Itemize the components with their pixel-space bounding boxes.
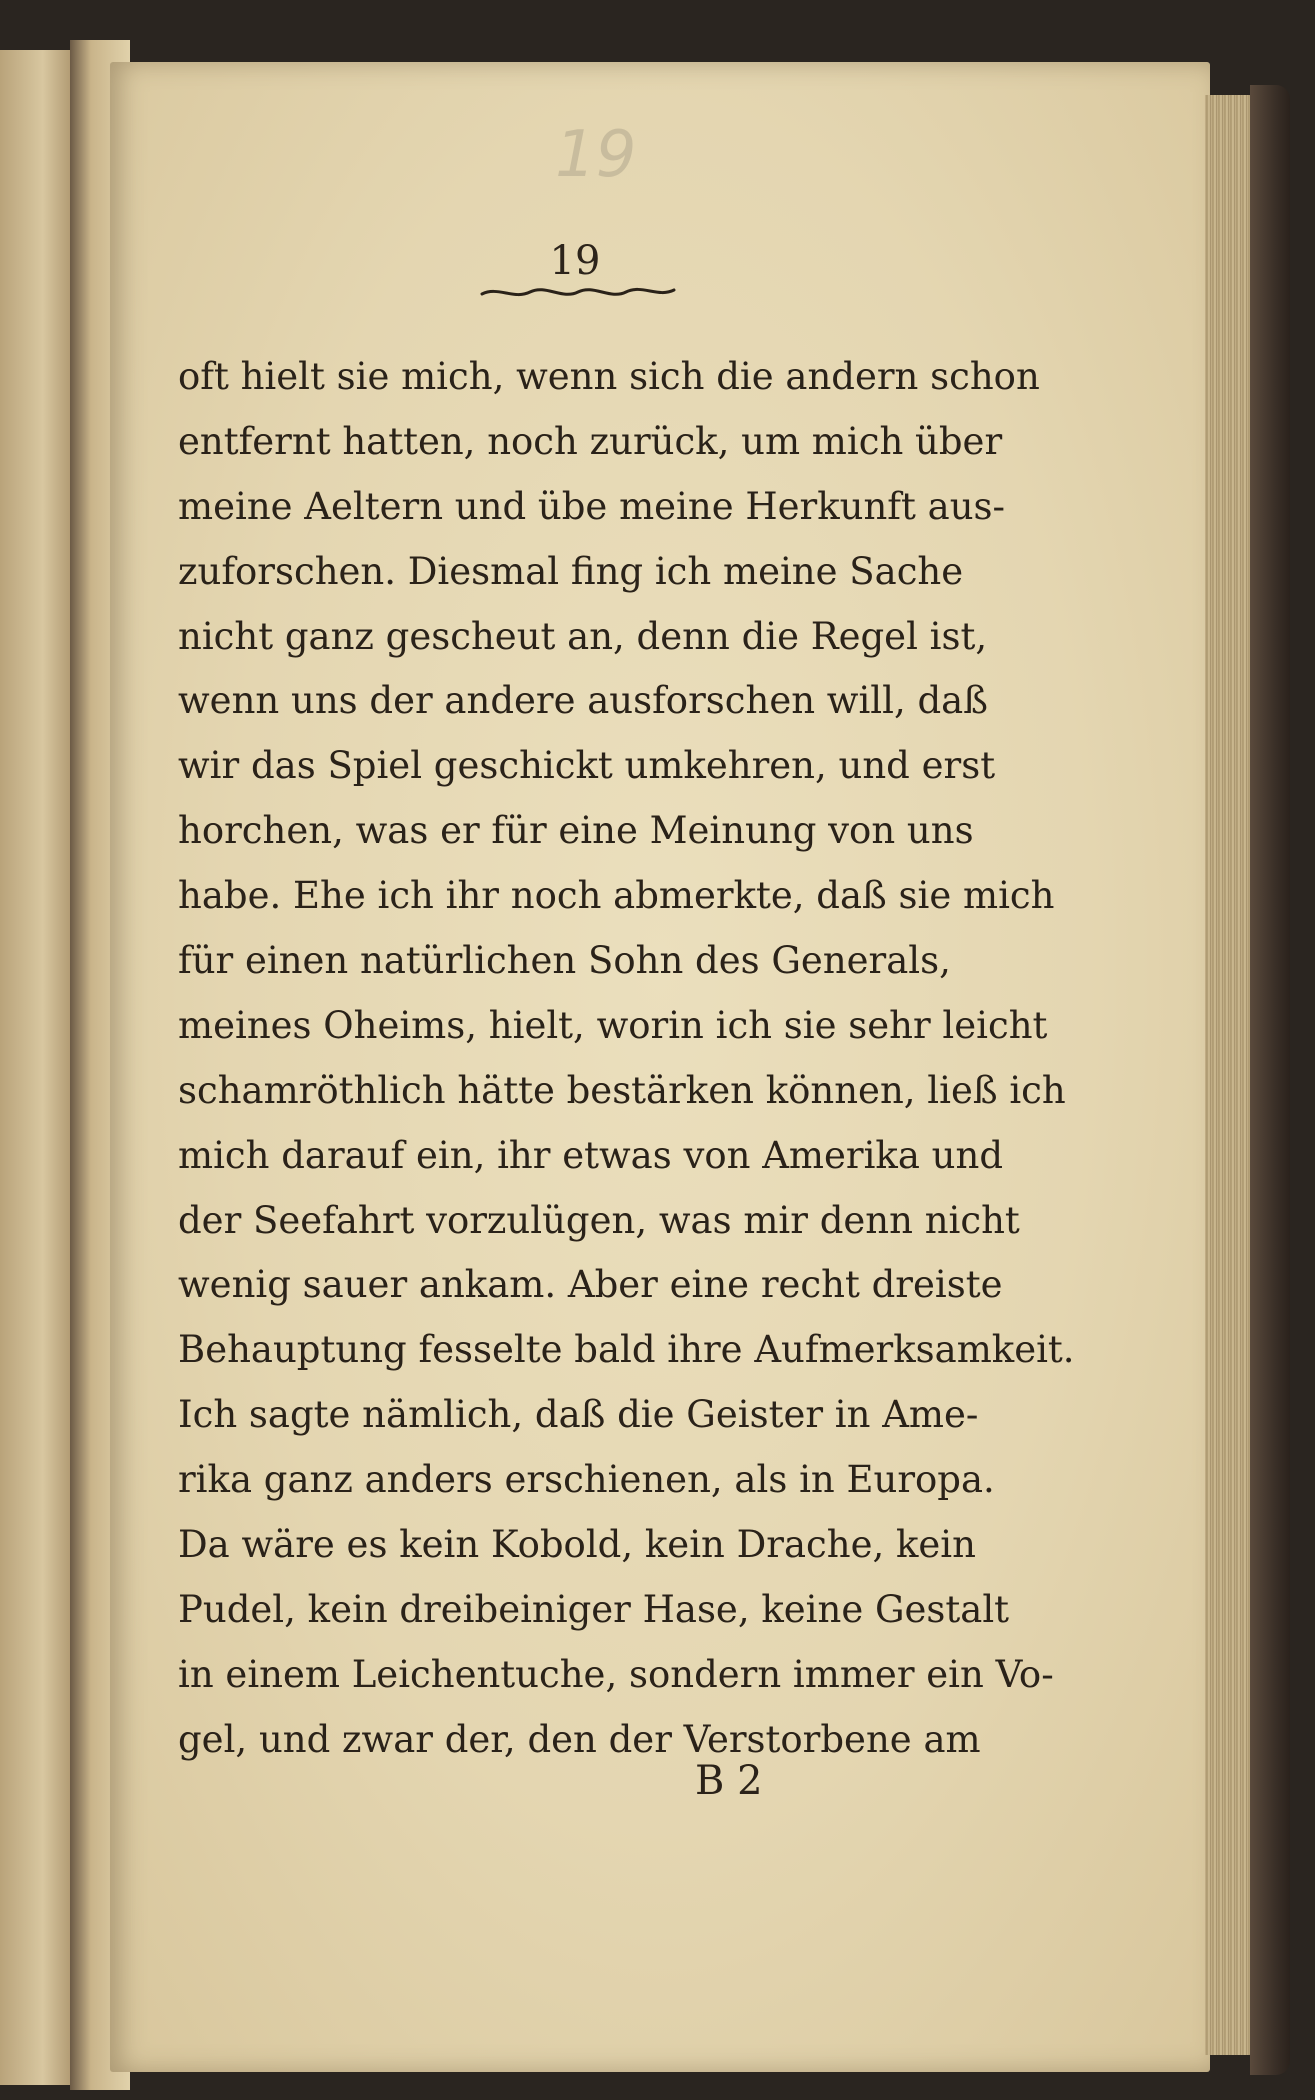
page-edges [1205, 95, 1255, 2055]
text-line: wenig sauer ankam. Aber eine recht dreiste [178, 1263, 1003, 1307]
text-line: habe. Ehe ich ihr noch abmerkte, daß sie mich [178, 874, 1055, 918]
text-line: Da wäre es kein Kobold, kein Drache, kein [178, 1523, 976, 1567]
text-line: meines Oheims, hielt, worin ich sie sehr leicht [178, 1003, 1048, 1047]
text-line: horchen, was er für eine Meinung von uns [178, 809, 974, 853]
text-line: schamröthlich hätte bestärken können, ließ ich [178, 1068, 1066, 1112]
book-cover-edge [1250, 85, 1290, 2075]
text-line: wir das Spiel geschickt umkehren, und erst [178, 744, 996, 788]
pencil-page-mark: 19 [555, 118, 637, 192]
page-number: 19 [549, 238, 601, 284]
text-line: Ich sagte nämlich, daß die Geister in Ame- [178, 1393, 979, 1437]
text-line: gel, und zwar der, den der Verstorbene am [178, 1717, 981, 1761]
signature-mark: B 2 [695, 1758, 763, 1804]
text-line: nicht ganz gescheut an, denn die Regel ist, [178, 614, 988, 658]
text-line: in einem Leichentuche, sondern immer ein Vo- [178, 1652, 1054, 1696]
text-line: der Seefahrt vorzulügen, was mir denn nicht [178, 1198, 1020, 1242]
text-line: meine Aeltern und übe meine Herkunft aus- [178, 484, 1006, 528]
text-line: zuforschen. Diesmal fing ich meine Sache [178, 549, 964, 593]
body-text [178, 345, 1075, 1773]
text-line: entfernt hatten, noch zurück, um mich über [178, 419, 1003, 463]
facing-page-edge [0, 50, 78, 2085]
text-line: oft hielt sie mich, wenn sich die andern schon [178, 355, 1040, 398]
text-line: Behauptung fesselte bald ihre Aufmerksamkeit. [178, 1328, 1075, 1372]
text-line: mich darauf ein, ihr etwas von Amerika und [178, 1133, 1004, 1177]
text-line: rika ganz anders erschienen, als in Europa. [178, 1458, 995, 1502]
text-line: Pudel, kein dreibeiniger Hase, keine Gestalt [178, 1587, 1010, 1631]
ornament-rule-icon [478, 282, 678, 302]
text-line: für einen natürlichen Sohn des Generals, [178, 939, 951, 983]
text-line: wenn uns der andere ausforschen will, daß [178, 679, 988, 723]
